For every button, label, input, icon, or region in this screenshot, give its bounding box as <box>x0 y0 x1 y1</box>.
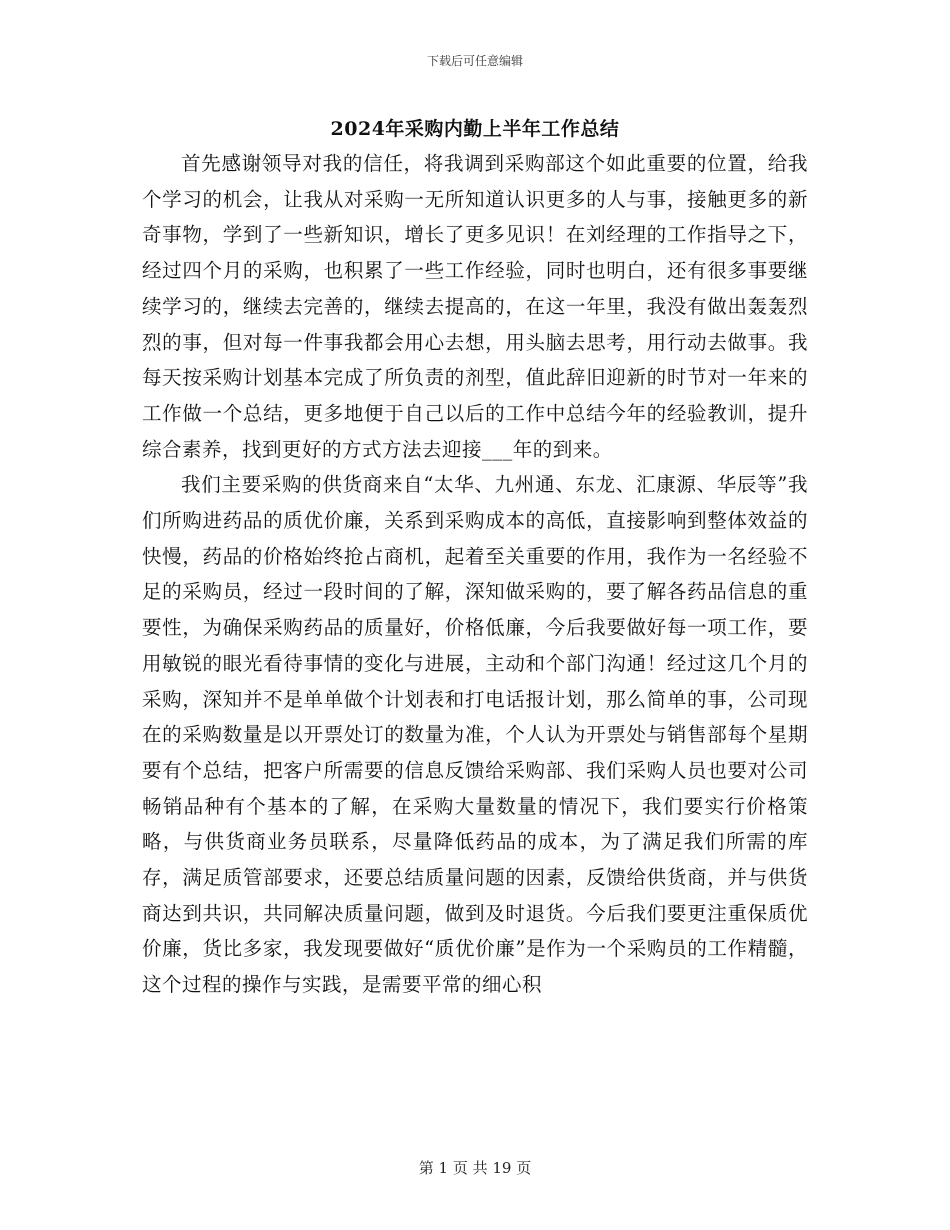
document-body <box>142 146 808 1003</box>
header-note: 下载后可任意编辑 <box>426 54 523 68</box>
document-title: 2024年采购内勤上半年工作总结 <box>330 118 620 140</box>
page-footer: 第 1 页 共 19 页 <box>418 1159 532 1177</box>
paragraph-1: 首先感谢领导对我的信任，将我调到采购部这个如此重要的位置，给我个学习的机会，让我从对采购一无所知道认识更多的人与事，接触更多的新奇事物，学到了一些新知识，增长了更多见识！在刘经理的工作指导之下，经过四个月的采购，也积累了一些工作经验，同时也明白，还有很多事要继续学习的，继续去完善的，继续去提高的，在这一年里，我没有做出轰轰烈烈的事，但对每一件事我都会用心去想，用头脑去思考，用行动去做事。我每天按采购计划基本完成了所负责的剂型，值此辞旧迎新的时节对一年来的工作做一个总结，更多地便于自己以后的工作中总结今年的经验教训，提升综合素养，找到更好的方式方法去迎接___年的到来。 <box>142 152 808 461</box>
paragraph-2: 我们主要采购的供货商来自“太华、九州通、东龙、汇康源、华辰等”我们所购进药品的质优价廉，关系到采购成本的高低，直接影响到整体效益的快慢，药品的价格始终抢占商机，起着至关重要的作用，我作为一名经验不足的采购员，经过一段时间的了解，深知做采购的，要了解各药品信息的重要性，为确保采购药品的质量好，价格低廉，今后我要做好每一项工作，要用敏锐的眼光看待事情的变化与进展，主动和个部门沟通！经过这几个月的采购，深知并不是单单做个计划表和打电话报计划，那么简单的事，公司现在的采购数量是以开票处订的数量为准，个人认为开票处与销售部每个星期要有个总结，把客户所需要的信息反馈给采购部、我们采购人员也要对公司畅销品种有个基本的了解，在采购大量数量的情况下，我们要实行价格策略，与供货商业务员联系，尽量降低药品的成本，为了满足我们所需的库存，满足质管部要求，还要总结质量问题的因素，反馈给供货商，并与供货商达到共识，共同解决质量问题，做到及时退货。今后我们要更注重保质优价廉，货比多家，我发现要做好“质优价廉”是作为一个采购员的工作精髓，这个过程的操作与实践，是需要平常的细心积 <box>142 473 808 997</box>
